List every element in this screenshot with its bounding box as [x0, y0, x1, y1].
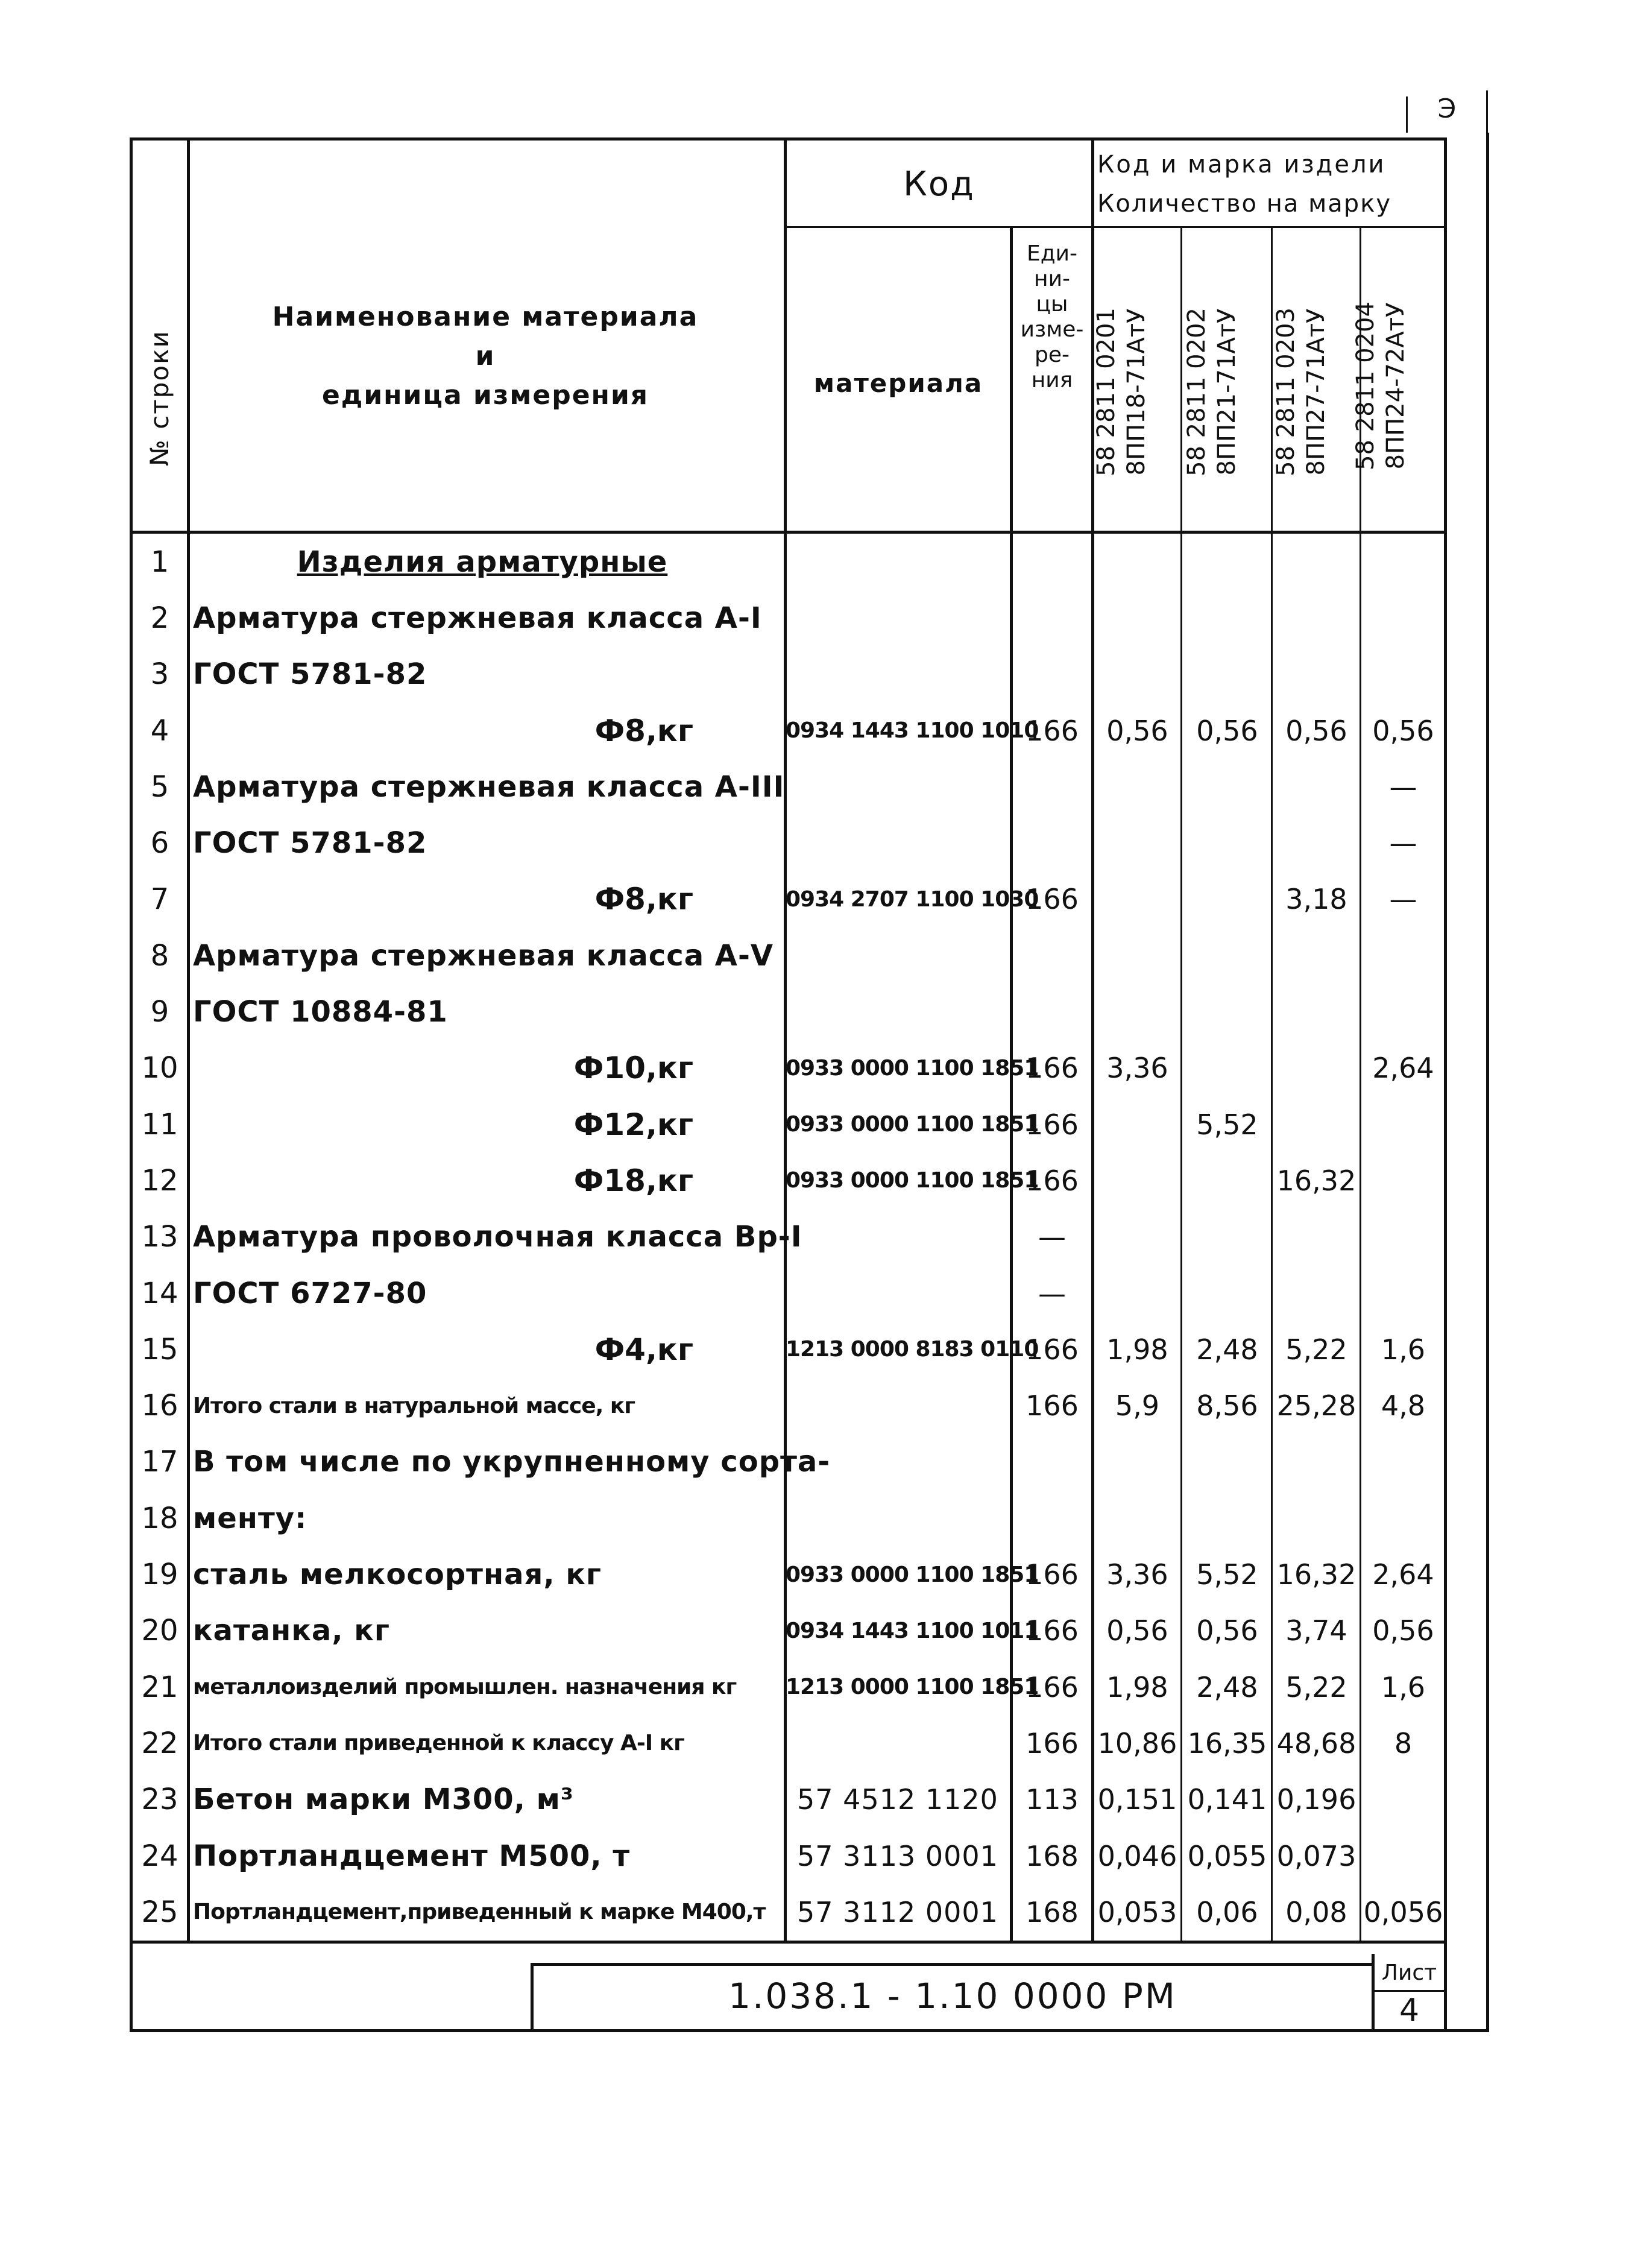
quantity-value: 5,22	[1285, 1670, 1347, 1704]
quantity-value	[1094, 815, 1180, 871]
quantity-value: 5,22	[1285, 1333, 1347, 1366]
header-code: Код	[903, 164, 975, 204]
row-number: 5	[150, 769, 169, 804]
material-size: Ф8,кг	[594, 713, 693, 748]
quantity-value: 0,06	[1196, 1895, 1258, 1928]
quantity-value	[1183, 759, 1271, 815]
quantity-value: 1,6	[1381, 1670, 1426, 1704]
quantity-value: 2,64	[1372, 1558, 1434, 1591]
unit-code: 166	[1026, 1726, 1079, 1760]
material-code	[786, 1715, 1010, 1771]
quantity-value: 0,046	[1097, 1839, 1177, 1872]
material-size	[518, 1715, 693, 1771]
quantity-value: 4,8	[1381, 1389, 1426, 1423]
quantity-value: 0,053	[1097, 1895, 1177, 1928]
quantity-value	[1183, 646, 1271, 703]
header-unit-line: ни-	[1034, 267, 1070, 291]
material-code: 0933 0000 1100 1851	[786, 1055, 1039, 1081]
material-name: металлоизделий промышлен. назначения кг	[193, 1675, 737, 1700]
quantity-value	[1183, 1434, 1271, 1490]
unit-code	[1013, 646, 1091, 703]
frame-top	[130, 137, 1447, 141]
row-number: 22	[141, 1726, 178, 1760]
quantity-value: 2,48	[1196, 1670, 1258, 1704]
header-name-line2: и	[475, 340, 496, 371]
material-code: 0934 1443 1100 1011	[786, 1618, 1039, 1643]
unit-code: 168	[1026, 1839, 1079, 1872]
quantity-value: 0,56	[1196, 714, 1258, 747]
material-code	[786, 759, 1010, 815]
unit-code	[1013, 1490, 1091, 1546]
row-number: 4	[150, 713, 169, 748]
unit-code	[1013, 590, 1091, 646]
header-unit-line: ния	[1031, 368, 1073, 393]
quantity-value	[1273, 815, 1360, 871]
quantity-value: 3,74	[1285, 1614, 1347, 1647]
table-row	[0, 1321, 1447, 1377]
quantity-value	[1273, 1434, 1360, 1490]
quantity-value	[1094, 590, 1180, 646]
header-row-number: № строки	[145, 330, 174, 466]
product-code: 58 2811 0203	[1272, 308, 1300, 476]
unit-code: 166	[1026, 1333, 1079, 1366]
unit-code	[1013, 534, 1091, 590]
quantity-value: 8,56	[1196, 1389, 1258, 1423]
quantity-value: 0,56	[1106, 714, 1168, 747]
quantity-value: 5,52	[1196, 1558, 1258, 1591]
material-name: Портландцемент,приведенный к марке М400,т	[193, 1900, 766, 1925]
material-code: 57 3113 0001	[797, 1839, 998, 1872]
material-size	[518, 1828, 693, 1884]
table-bottom-line	[130, 1941, 1447, 1944]
unit-code	[1013, 984, 1091, 1040]
material-code	[786, 1434, 1010, 1490]
quantity-value	[1094, 1490, 1180, 1546]
table-row	[0, 646, 1447, 703]
quantity-value	[1094, 534, 1180, 590]
quantity-value: 1,98	[1106, 1670, 1168, 1704]
quantity-value	[1094, 646, 1180, 703]
quantity-value	[1363, 534, 1444, 590]
quantity-value	[1094, 871, 1180, 927]
product-code: 58 2811 0202	[1183, 308, 1211, 476]
quantity-value: 0,56	[1372, 1614, 1434, 1647]
quantity-value: 0,56	[1106, 1614, 1168, 1647]
quantity-value	[1363, 1096, 1444, 1152]
material-name: Арматура стержневая класса А-V	[193, 938, 774, 973]
material-code	[786, 1490, 1010, 1546]
header-material: материала	[813, 368, 983, 398]
table-row	[0, 703, 1447, 759]
quantity-value: 0,56	[1372, 714, 1434, 747]
material-name: Изделия арматурные	[297, 545, 668, 579]
material-code	[786, 984, 1010, 1040]
material-size	[518, 759, 693, 815]
quantity-value	[1183, 1490, 1271, 1546]
material-name: Арматура проволочная класса Вр-I	[193, 1220, 802, 1254]
quantity-value	[1363, 1772, 1444, 1828]
quantity-value	[1094, 759, 1180, 815]
quantity-value	[1273, 590, 1360, 646]
row-number: 20	[141, 1614, 178, 1648]
material-code: 1213 0000 1100 1851	[786, 1675, 1039, 1700]
quantity-value: 5,52	[1196, 1108, 1258, 1141]
header-product-title2: Количество на марку	[1097, 189, 1392, 218]
material-name: сталь мелкосортная, кг	[193, 1558, 602, 1592]
document-code: 1.038.1 - 1.10 0000 РМ	[728, 1976, 1177, 2017]
quantity-value	[1273, 646, 1360, 703]
quantity-value	[1183, 590, 1271, 646]
quantity-value	[1094, 1096, 1180, 1152]
table-row	[0, 984, 1447, 1040]
row-number: 10	[141, 1051, 178, 1085]
table-row	[0, 1096, 1447, 1152]
table-row	[0, 1603, 1447, 1659]
quantity-value	[1183, 927, 1271, 984]
product-column-4	[1350, 241, 1423, 531]
quantity-value	[1363, 590, 1444, 646]
quantity-value	[1363, 646, 1444, 703]
title-block-left	[531, 1963, 534, 2030]
material-name: Арматура стержневая класса А-III	[193, 769, 785, 804]
material-size	[518, 590, 693, 646]
material-name: Бетон марки М300, м³	[193, 1783, 574, 1817]
quantity-value	[1363, 1152, 1444, 1208]
material-name: Итого стали приведенной к классу А-I кг	[193, 1731, 684, 1756]
product-mark: 8ПП24-72АтУ	[1382, 302, 1410, 470]
header-unit-line: цы	[1036, 292, 1068, 317]
quantity-value: 2,64	[1372, 1052, 1434, 1085]
row-number: 16	[141, 1389, 178, 1423]
table-row	[0, 815, 1447, 871]
material-code	[786, 590, 1010, 646]
table-row	[0, 1546, 1447, 1602]
row-number: 19	[141, 1558, 178, 1592]
material-code: 0934 2707 1100 1030	[786, 886, 1039, 912]
unit-code: 166	[1026, 1558, 1079, 1591]
header-product-title1: Код и марка издели	[1097, 150, 1386, 178]
unit-code: 166	[1026, 1052, 1079, 1085]
quantity-value	[1183, 534, 1271, 590]
material-code	[786, 815, 1010, 871]
quantity-value	[1273, 759, 1360, 815]
sheet-number: 4	[1399, 1992, 1420, 2029]
quantity-value: 0,141	[1187, 1783, 1267, 1816]
quantity-value	[1183, 871, 1271, 927]
row-number: 12	[141, 1163, 178, 1198]
unit-code: 166	[1026, 1670, 1079, 1704]
material-name: Итого стали в натуральной массе, кг	[193, 1393, 635, 1418]
row-number: 7	[150, 882, 169, 917]
quantity-value: 0,073	[1276, 1839, 1356, 1872]
material-size: Ф18,кг	[573, 1163, 693, 1198]
row-number: 1	[150, 545, 169, 579]
unit-code	[1013, 1434, 1091, 1490]
material-name: ГОСТ 5781-82	[193, 657, 427, 692]
table-row	[0, 1884, 1447, 1940]
quantity-value: 3,18	[1285, 883, 1347, 916]
table-row	[0, 1715, 1447, 1771]
table-row	[0, 1152, 1447, 1208]
quantity-value: 0,56	[1196, 1614, 1258, 1647]
material-code: 0933 0000 1100 1851	[786, 1168, 1039, 1193]
quantity-value	[1094, 1434, 1180, 1490]
row-number: 21	[141, 1670, 178, 1704]
table-row	[0, 1828, 1447, 1884]
material-name: Арматура стержневая класса А-I	[193, 601, 762, 635]
table-row	[0, 927, 1447, 984]
quantity-value	[1363, 1434, 1444, 1490]
unit-code: —	[1038, 1221, 1066, 1254]
quantity-value: 48,68	[1276, 1726, 1356, 1760]
quantity-value	[1363, 1209, 1444, 1265]
row-number: 23	[141, 1783, 178, 1817]
material-size: Ф8,кг	[594, 882, 693, 917]
sheet-label: Лист	[1381, 1960, 1437, 1985]
row-number: 15	[141, 1332, 178, 1366]
quantity-value: 16,32	[1276, 1558, 1356, 1591]
row-number: 13	[141, 1220, 178, 1254]
row-number: 6	[150, 826, 169, 861]
quantity-value: 10,86	[1097, 1726, 1177, 1760]
material-code: 57 4512 1120	[797, 1783, 998, 1816]
table-row	[0, 590, 1447, 646]
quantity-value	[1094, 927, 1180, 984]
material-size	[518, 534, 693, 590]
unit-code: 113	[1026, 1783, 1079, 1816]
quantity-value: 3,36	[1106, 1052, 1168, 1085]
quantity-value	[1363, 984, 1444, 1040]
table-row	[0, 1209, 1447, 1265]
material-size	[518, 1659, 693, 1715]
quantity-value: 0,056	[1363, 1895, 1443, 1928]
quantity-value	[1094, 1152, 1180, 1208]
material-size	[518, 1884, 693, 1940]
material-name: В том числе по укрупненному сорта-	[193, 1445, 831, 1479]
row-number: 11	[141, 1107, 178, 1142]
material-name: Портландцемент М500, т	[193, 1839, 631, 1873]
material-name: менту:	[193, 1501, 307, 1535]
quantity-value	[1363, 1490, 1444, 1546]
material-size	[518, 1546, 693, 1602]
quantity-value	[1183, 1209, 1271, 1265]
table-row	[0, 1772, 1447, 1828]
quantity-value	[1094, 1209, 1180, 1265]
material-code	[786, 927, 1010, 984]
quantity-value	[1183, 984, 1271, 1040]
quantity-value	[1273, 1265, 1360, 1321]
material-size	[518, 1378, 693, 1434]
material-size	[518, 1603, 693, 1659]
quantity-value: 3,36	[1106, 1558, 1168, 1591]
table-row	[0, 1265, 1447, 1321]
quantity-value: 16,32	[1276, 1164, 1356, 1197]
material-size	[518, 984, 693, 1040]
header-unit-line: изме-	[1020, 317, 1084, 342]
row-number: 3	[150, 657, 169, 692]
quantity-value	[1094, 1265, 1180, 1321]
quantity-value	[1273, 1490, 1360, 1546]
material-code	[786, 1209, 1010, 1265]
header-unit-line: Еди-	[1026, 241, 1078, 266]
header-name-line1: Наименование материала	[272, 301, 699, 332]
unit-code	[1013, 759, 1091, 815]
material-size: Ф4,кг	[594, 1331, 693, 1367]
quantity-value: 0,055	[1187, 1839, 1267, 1872]
quantity-value	[1183, 1265, 1271, 1321]
product-column-3	[1271, 247, 1355, 537]
row-number: 2	[150, 601, 169, 635]
corner-tick-left	[1406, 96, 1408, 133]
quantity-value: 0,56	[1285, 714, 1347, 747]
quantity-value: 0,196	[1276, 1783, 1356, 1816]
material-code	[786, 534, 1010, 590]
material-size	[518, 1490, 693, 1546]
product-mark: 8ПП27-71АтУ	[1302, 308, 1330, 476]
unit-code	[1013, 815, 1091, 871]
product-column-2	[1182, 247, 1266, 537]
material-code: 57 3112 0001	[797, 1895, 998, 1928]
table-row	[0, 1378, 1447, 1434]
header-unit-line: ре-	[1035, 343, 1070, 367]
material-code	[786, 646, 1010, 703]
quantity-value: 0,151	[1097, 1783, 1177, 1816]
material-size	[518, 1772, 693, 1828]
quantity-value: 2,48	[1196, 1333, 1258, 1366]
material-code	[786, 1378, 1010, 1434]
header-name-line3: единица измерения	[321, 379, 649, 411]
unit-code: 166	[1026, 883, 1079, 916]
quantity-value	[1273, 534, 1360, 590]
quantity-value	[1363, 1828, 1444, 1884]
quantity-value: —	[1389, 770, 1417, 803]
product-column-1	[1091, 247, 1176, 537]
frame-far-right	[1486, 133, 1489, 2032]
unit-code: 166	[1026, 1614, 1079, 1647]
material-size	[518, 1209, 693, 1265]
unit-code: 166	[1026, 1108, 1079, 1141]
table-row	[0, 759, 1447, 815]
row-number: 25	[141, 1895, 178, 1929]
material-name: катанка, кг	[193, 1614, 390, 1648]
quantity-value: —	[1389, 883, 1417, 916]
quantity-value	[1273, 1040, 1360, 1096]
material-size	[518, 646, 693, 703]
quantity-value	[1183, 1152, 1271, 1208]
product-code: 58 2811 0204	[1352, 302, 1379, 470]
unit-code: 166	[1026, 1389, 1079, 1423]
quantity-value: 5,9	[1115, 1389, 1160, 1423]
material-code: 0934 1443 1100 1010	[786, 718, 1039, 744]
header-mid-line	[784, 226, 1447, 228]
table-row	[0, 871, 1447, 927]
unit-code: 168	[1026, 1895, 1079, 1928]
material-size: Ф12,кг	[573, 1107, 693, 1142]
table-row	[0, 1040, 1447, 1096]
row-number: 9	[150, 995, 169, 1029]
corner-mark: Э	[1437, 93, 1457, 124]
row-number: 14	[141, 1276, 178, 1310]
quantity-value	[1273, 1209, 1360, 1265]
unit-code: 166	[1026, 714, 1079, 747]
quantity-value: 25,28	[1276, 1389, 1356, 1423]
table-row	[0, 534, 1447, 590]
table-row	[0, 1434, 1447, 1490]
material-code: 0933 0000 1100 1851	[786, 1112, 1039, 1137]
quantity-value: 1,6	[1381, 1333, 1426, 1366]
quantity-value	[1363, 1265, 1444, 1321]
quantity-value: —	[1389, 827, 1417, 860]
table-row	[0, 1490, 1447, 1546]
quantity-value: 8	[1394, 1726, 1413, 1760]
quantity-value: 1,98	[1106, 1333, 1168, 1366]
frame-bottom	[130, 2029, 1489, 2032]
corner-tick-right	[1486, 90, 1488, 139]
material-name: ГОСТ 10884-81	[193, 995, 448, 1029]
row-number: 18	[141, 1501, 178, 1535]
quantity-value: 16,35	[1187, 1726, 1267, 1760]
quantity-value	[1273, 927, 1360, 984]
quantity-value	[1183, 1040, 1271, 1096]
material-name: ГОСТ 5781-82	[193, 826, 427, 861]
unit-code	[1013, 927, 1091, 984]
material-size	[518, 815, 693, 871]
row-number: 8	[150, 938, 169, 973]
material-size	[518, 1265, 693, 1321]
row-number: 24	[141, 1839, 178, 1873]
material-code: 1213 0000 8183 0110	[786, 1337, 1039, 1362]
product-mark: 8ПП18-71АтУ	[1123, 308, 1150, 476]
row-number: 17	[141, 1445, 178, 1479]
unit-code: —	[1038, 1277, 1066, 1310]
material-size	[518, 1434, 693, 1490]
product-mark: 8ПП21-71АтУ	[1213, 308, 1241, 476]
material-code	[786, 1265, 1010, 1321]
header-unit	[1013, 241, 1091, 393]
table-row	[0, 1659, 1447, 1715]
material-size	[518, 927, 693, 984]
quantity-value	[1183, 815, 1271, 871]
material-code: 0933 0000 1100 1851	[786, 1562, 1039, 1587]
quantity-value	[1363, 927, 1444, 984]
material-size: Ф10,кг	[573, 1050, 693, 1086]
quantity-value	[1273, 984, 1360, 1040]
material-name: ГОСТ 6727-80	[193, 1276, 427, 1310]
unit-code: 166	[1026, 1164, 1079, 1197]
quantity-value: 0,08	[1285, 1895, 1347, 1928]
product-code: 58 2811 0201	[1092, 308, 1120, 476]
quantity-value	[1273, 1096, 1360, 1152]
quantity-value	[1094, 984, 1180, 1040]
